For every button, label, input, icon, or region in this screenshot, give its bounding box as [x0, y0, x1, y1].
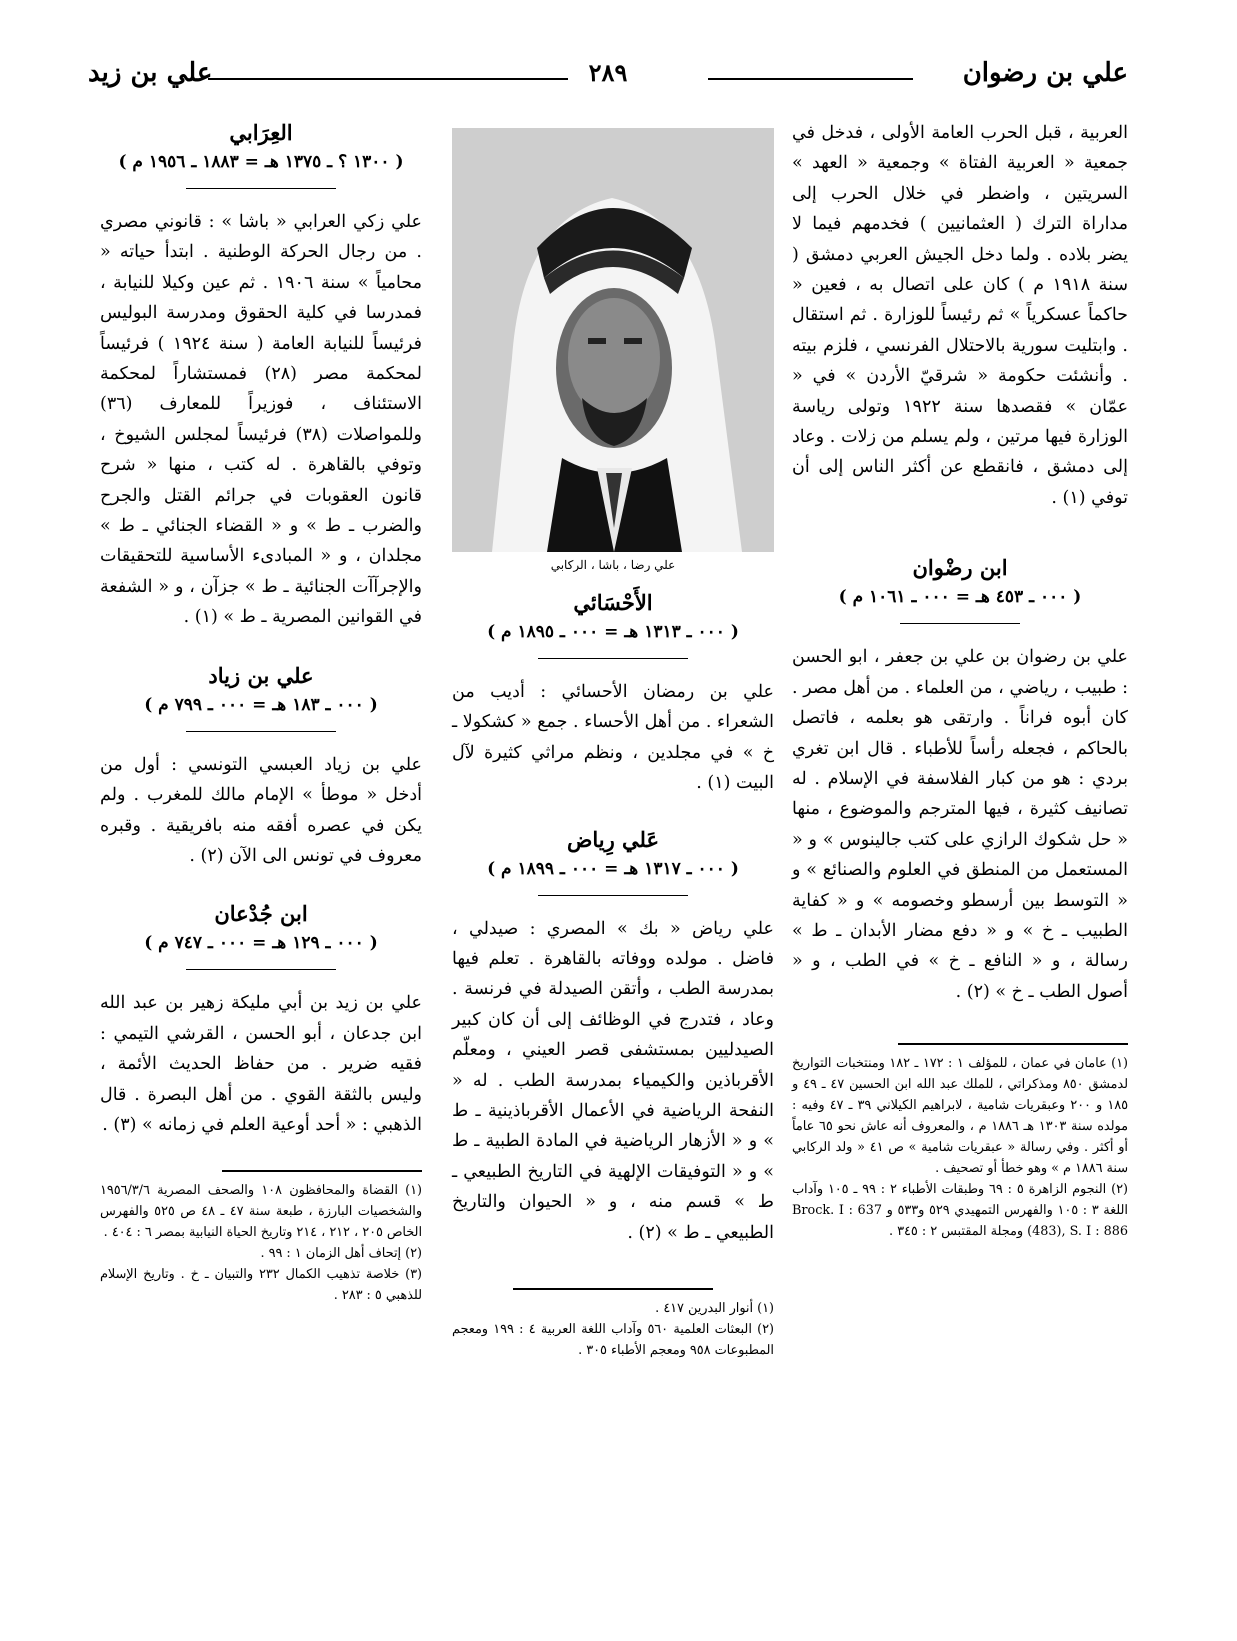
entry-dates-ahsai: ( ٠٠٠ ـ ١٣١٣ هـ = ٠٠٠ ـ ١٨٩٥ م )	[487, 622, 739, 642]
footnote: (٢) إتحاف أهل الزمان ١ : ٩٩ .	[260, 1246, 422, 1262]
title-divider	[186, 731, 336, 732]
entry-dates-ali-bin-ziyad: ( ٠٠٠ ـ ١٨٣ هـ = ٠٠٠ ـ ٧٩٩ م )	[144, 694, 378, 715]
entry-title-ibn-judan: ابن جُدْعان	[214, 901, 308, 927]
title-divider	[900, 623, 1020, 624]
entry-dates-ibn-judan: ( ٠٠٠ ـ ١٢٩ هـ = ٠٠٠ ـ ٧٤٧ م )	[144, 933, 378, 954]
running-head-right: علي بن رضوان	[962, 58, 1128, 88]
title-divider	[186, 969, 336, 970]
page-number: ٢٨٩	[588, 58, 628, 87]
column-middle	[452, 588, 774, 1598]
footnote: (١) أنوار البدرين ٤١٧ .	[655, 1301, 774, 1317]
footnotes-left	[100, 1180, 422, 1306]
footnote: (١) عامان في عمان ، للمؤلف ١ : ١٧٢ ـ ١٨٢ ومنتخبات التواريخ لدمشق ٨٥٠ ومذكراتي ، للملك عبد الله ابن الحسين ٤٧ ـ ٤٩ و ١٨٥ و ٢٠٠ وعبقريات شامية ، لابراهيم الكيلاني ٣٩ ـ ٤٧ وفيه : مولده سنة ١٣٠٣ هـ ١٨٨٦ م ، والمعروف أنه عاش نحو ٦٥ عاماً أو أكثر . وفي رسالة « عبقريات شامية » ص ٤١ « ولد الركابي سنة ١٨٨٦ م » وهو خطأ أو تصحيف .	[792, 1056, 1129, 1177]
entry-title-ali-bin-ziyad: علي بن زياد	[208, 662, 314, 688]
footnote: (٣) خلاصة تذهيب الكمال ٢٣٢ والتبيان ـ خ . وتاريخ الإسلام للذهبي ٥ : ٢٨٣ .	[100, 1267, 423, 1304]
entry-dates-arabi: ( ١٣٠٠ ؟ ـ ١٣٧٥ هـ = ١٨٨٣ ـ ١٩٥٦ م )	[118, 152, 404, 172]
continuation-text: العربية ، قبل الحرب العامة الأولى ، فدخل في جمعية « العربية الفتاة » وجمعية « العهد » السريتين ، واضطر في خلال الحرب إلى مداراة الترك ( العثمانيين ) فخدمهم فيما لا يضر بلاده . ولما دخل الجيش العربي دمشق ( سنة ١٩١٨ م ) كان على اتصال به ، فعين « حاكماً عسكرياً » ثم رئيساً للوزارة . ثم استقال . وابتليت سورية بالاحتلال الفرنسي ، فلزم بيته . وأنشئت حكومة « شرقيّ الأردن » في « عمّان » فقصدها سنة ١٩٢٢ وتولى رياسة الوزارة فيها مرتين ، ولم يسلم من زلات . وعاد إلى دمشق ، فانقطع عن أكثر الناس إلى أن توفي (١) .	[792, 123, 1129, 508]
entry-title-ibn-ridwan: ابن رضْوان	[912, 555, 1008, 581]
entry-body-ali-bin-ziyad: علي بن زياد العبسي التونسي : أول من أدخل « موطأ » الإمام مالك للمغرب . ولم يكن في عصره أفقه منه بافريقية . وقبره معروف في تونس الى الآن (٢) .	[100, 754, 422, 866]
entry-dates-ali-riyad: ( ٠٠٠ ـ ١٣١٧ هـ = ٠٠٠ ـ ١٨٩٩ م )	[487, 858, 739, 879]
footnote-rule-middle	[513, 1288, 713, 1290]
photo-caption: علي رضا ، باشا ، الركابي	[550, 558, 676, 572]
entry-dates-ibn-ridwan: ( ٠٠٠ ـ ٤٥٣ هـ = ٠٠٠ ـ ١٠٦١ م )	[838, 587, 1082, 608]
footnote: (١) القضاة والمحافظون ١٠٨ والصحف المصرية ١٩٥٦/٣/٦ والشخصيات البارزة ، طبعة سنة ٤٧ ـ ٤٨ ص ٥٢٥ والفهرس الخاص ٢٠٥ ، ٢١٢ ، ٢١٤ وتاريخ الحياة النيابية بمصر ٦ : ٤٠٤ .	[100, 1183, 422, 1241]
title-divider	[186, 188, 336, 189]
entry-title-ali-riyad: عَلي رِياض	[566, 826, 660, 852]
footnote-rule-left	[222, 1170, 422, 1172]
column-left	[100, 118, 422, 1598]
footnote: (٢) البعثات العلمية ٥٦٠ وآداب اللغة العربية ٤ : ١٩٩ ومعجم المطبوعات ٩٥٨ ومعجم الأطباء ٣٠٥ .	[452, 1322, 775, 1359]
entry-body-arabi: علي زكي العرابي « باشا » : قانوني مصري . من رجال الحركة الوطنية . ابتدأ حياته « محامياً » سنة ١٩٠٦ . ثم عين وكيلا للنيابة ، فمدرسا في كلية الحقوق ومدرسة البوليس فرئيساً للنيابة العامة ( سنة ١٩٢٤ ) فرئيساً لمحكمة مصر (٢٨) فمستشاراً لمحكمة الاستئناف ، فوزيراً للمعارف (٣٦) وللمواصلات (٣٨) فرئيساً لمجلس الشيوخ ، وتوفي بالقاهرة . له كتب ، منها « شرح قانون العقوبات في جرائم القتل والجرح والضرب ـ ط » و « القضاء الجنائي ـ ط » مجلدان ، و « المبادىء الأساسية للتحقيقات والإجرآآت الجنائية ـ ط » جزآن ، و « الشفعة في القوانين المصرية ـ ط » (١) .	[100, 212, 422, 628]
footnotes-middle	[452, 1298, 774, 1361]
portrait-photo	[452, 128, 774, 552]
header-rule-left	[208, 78, 568, 80]
page-header	[88, 58, 1128, 98]
title-divider	[538, 658, 688, 659]
footnote-rule-right	[898, 1043, 1128, 1045]
entry-body-ahsai: علي بن رمضان الأحسائي : أديب من الشعراء . من أهل الأحساء . جمع « كشكولا ـ خ » في مجلدين ، ونظم مراثي كثيرة لآل البيت (١) .	[452, 682, 774, 794]
title-divider	[538, 895, 688, 896]
running-head-left: علي بن زيد	[88, 58, 213, 88]
entry-title-arabi: العِرَابي	[229, 120, 293, 145]
footnote: (٢) النجوم الزاهرة ٥ : ٦٩ وطبقات الأطباء ٢ : ٩٩ ـ ١٠٥ وآداب اللغة ٣ : ١٠٥ والفهرس التمهيدي ٥٢٩ و٥٣٣ و Brock. I : 637 (483), S. I : 886 ومجلة المقتبس ٢ : ٣٤٥ .	[792, 1182, 1128, 1240]
entry-body-ali-riyad: علي رياض « بك » المصري : صيدلي ، فاضل . مولده ووفاته بالقاهرة . تعلم فيها بمدرسة الطب ، وأتقن الصيدلة في فرنسة . وعاد ، فتدرج في الوظائف إلى أن كان كبير الصيدليين بمستشفى قصر العيني ، ومعلّم الأقرباذين والكيمياء بمدرسة الطب . له « النفحة الرياضية في الأعمال الأقرباذينية ـ ط » و « الأزهار الرياضية في المادة الطبية ـ ط » و « التوفيقات الإلهية في التاريخ الطبيعي ـ ط » قسم منه ، و « الحيوان والتاريخ الطبيعي ـ ط » (٢) .	[452, 918, 774, 1243]
entry-title-ahsai: الأَحْسَائي	[573, 590, 653, 615]
footnotes-right	[792, 1053, 1128, 1242]
entry-body-ibn-ridwan: علي بن رضوان بن علي بن جعفر ، ابو الحسن : طبيب ، رياضي ، من العلماء . من أهل مصر . كان أبوه فراناً . وارتقى هو بعلمه ، فاتصل بالحاكم ، فجعله رأساً للأطباء . قال ابن تغري بردي : هو من كبار الفلاسفة في الإسلام . له تصانيف كثيرة ، فيها المترجم والموضوع ، منها « حل شكوك الرازي على كتب جالينوس » و « المستعمل من المنطق في العلوم والصنائع » و « التوسط بين أرسطو وخصومه » و « كفاية الطبيب ـ خ » و « دفع مضار الأبدان ـ ط » رسالة ، و « النافع ـ خ » في الطب ، و « أصول الطب ـ خ » (٢) .	[792, 647, 1128, 1002]
column-right	[792, 118, 1128, 1598]
header-rule-right	[708, 78, 913, 80]
entry-body-ibn-judan: علي بن زيد بن أبي مليكة زهير بن عبد الله ابن جدعان ، أبو الحسن ، القرشي التيمي : فقيه ضرير . من حفاظ الحديث الأئمة ، وليس بالثقة القوي . من أهل البصرة . قال الذهبي : « أحد أوعية العلم في زمانه » (٣) .	[100, 993, 422, 1135]
